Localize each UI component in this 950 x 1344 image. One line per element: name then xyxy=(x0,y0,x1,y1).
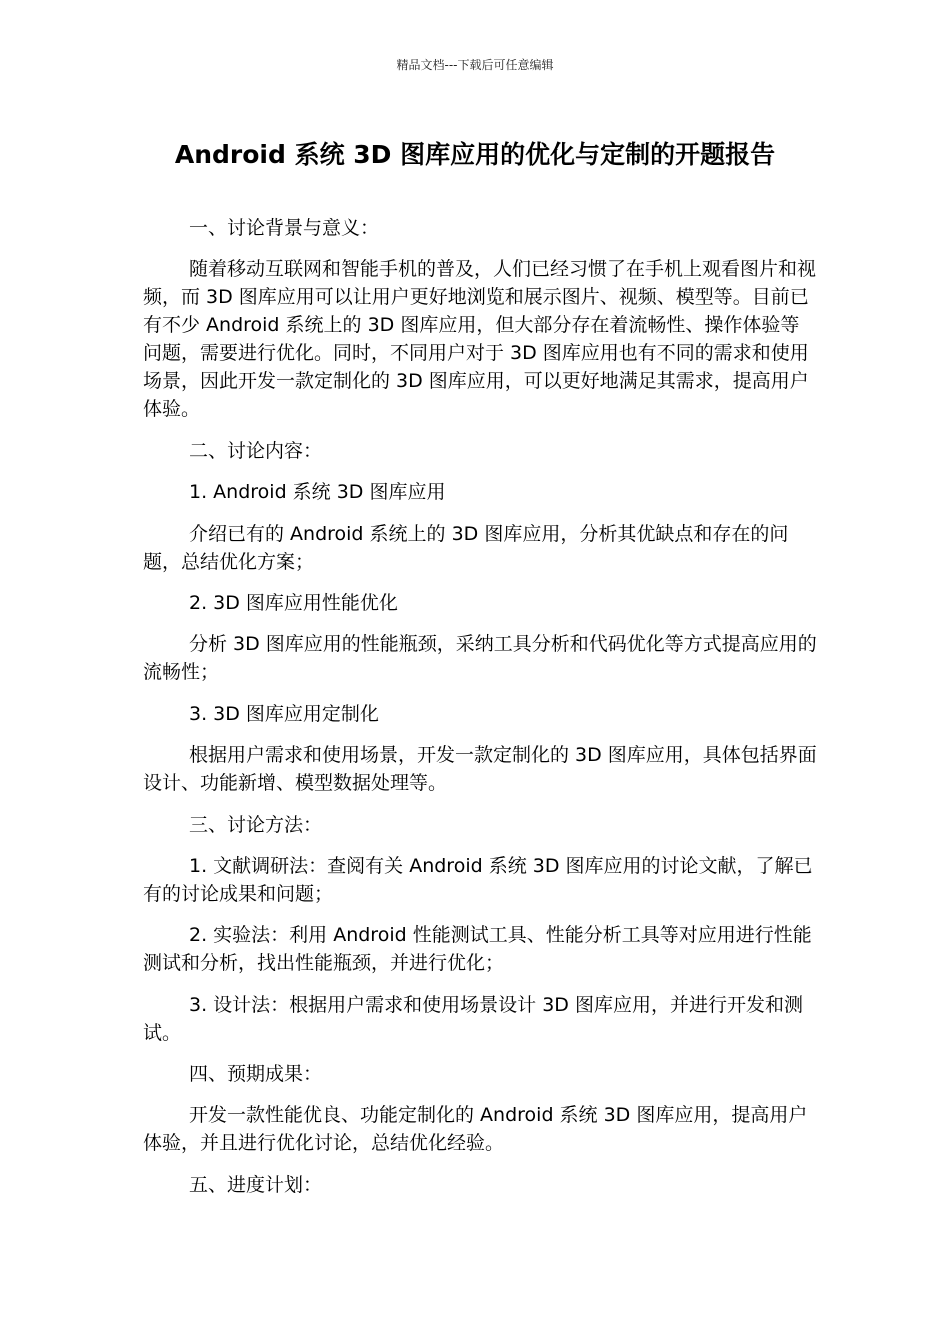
section-heading-outcomes: 四、预期成果： xyxy=(189,1063,323,1086)
section-heading-content: 二、讨论内容： xyxy=(189,439,323,462)
paragraph-customization: 根据用户需求和使用场景，开发一款定制化的 3D 图库应用，具体包括界面设计、功能新增、模型数据处理等。 xyxy=(143,744,817,795)
paragraph-android-gallery: 介绍已有的 Android 系统上的 3D 图库应用，分析其优缺点和存在的问题，总结优化方案； xyxy=(143,522,789,573)
subheading-android-gallery: 1. Android 系统 3D 图库应用 xyxy=(189,481,446,504)
document-body xyxy=(143,214,818,1212)
subheading-customization: 3. 3D 图库应用定制化 xyxy=(189,702,379,725)
paragraph-method-literature: 1. 文献调研法：查阅有关 Android 系统 3D 图库应用的讨论文献，了解已有的讨论成果和问题； xyxy=(143,854,813,905)
paragraph-background: 随着移动互联网和智能手机的普及，人们已经习惯了在手机上观看图片和视频，而 3D 图库应用可以让用户更好地浏览和展示图片、视频、模型等。目前已有不少 Android 系统上的 3D 图库应用，但大部分存在着流畅性、操作体验等问题，需要进行优化。同时，不同用户对于 3D 图库应用也有不同的需求和使用场景，因此开发一款定制化的 3D 图库应用，可以更好地满足其需求，提高用户体验。 xyxy=(143,258,817,421)
paragraph-performance: 分析 3D 图库应用的性能瓶颈，采纳工具分析和代码优化等方式提高应用的流畅性； xyxy=(143,633,817,684)
paragraph-method-design: 3. 设计法：根据用户需求和使用场景设计 3D 图库应用，并进行开发和测试。 xyxy=(143,993,803,1044)
section-heading-schedule: 五、进度计划： xyxy=(189,1173,323,1196)
document-title: Android 系统 3D 图库应用的优化与定制的开题报告 xyxy=(174,140,776,169)
paragraph-method-experiment: 2. 实验法：利用 Android 性能测试工具、性能分析工具等对应用进行性能测试和分析，找出性能瓶颈，并进行优化； xyxy=(143,924,812,975)
paragraph-outcomes: 开发一款性能优良、功能定制化的 Android 系统 3D 图库应用，提高用户体验，并且进行优化讨论，总结优化经验。 xyxy=(143,1104,808,1155)
section-heading-background: 一、讨论背景与意义： xyxy=(189,217,380,239)
section-heading-methods: 三、讨论方法： xyxy=(189,813,323,836)
subheading-performance: 2. 3D 图库应用性能优化 xyxy=(189,591,398,614)
header-note: 精品文档---下载后可任意编辑 xyxy=(396,58,554,72)
